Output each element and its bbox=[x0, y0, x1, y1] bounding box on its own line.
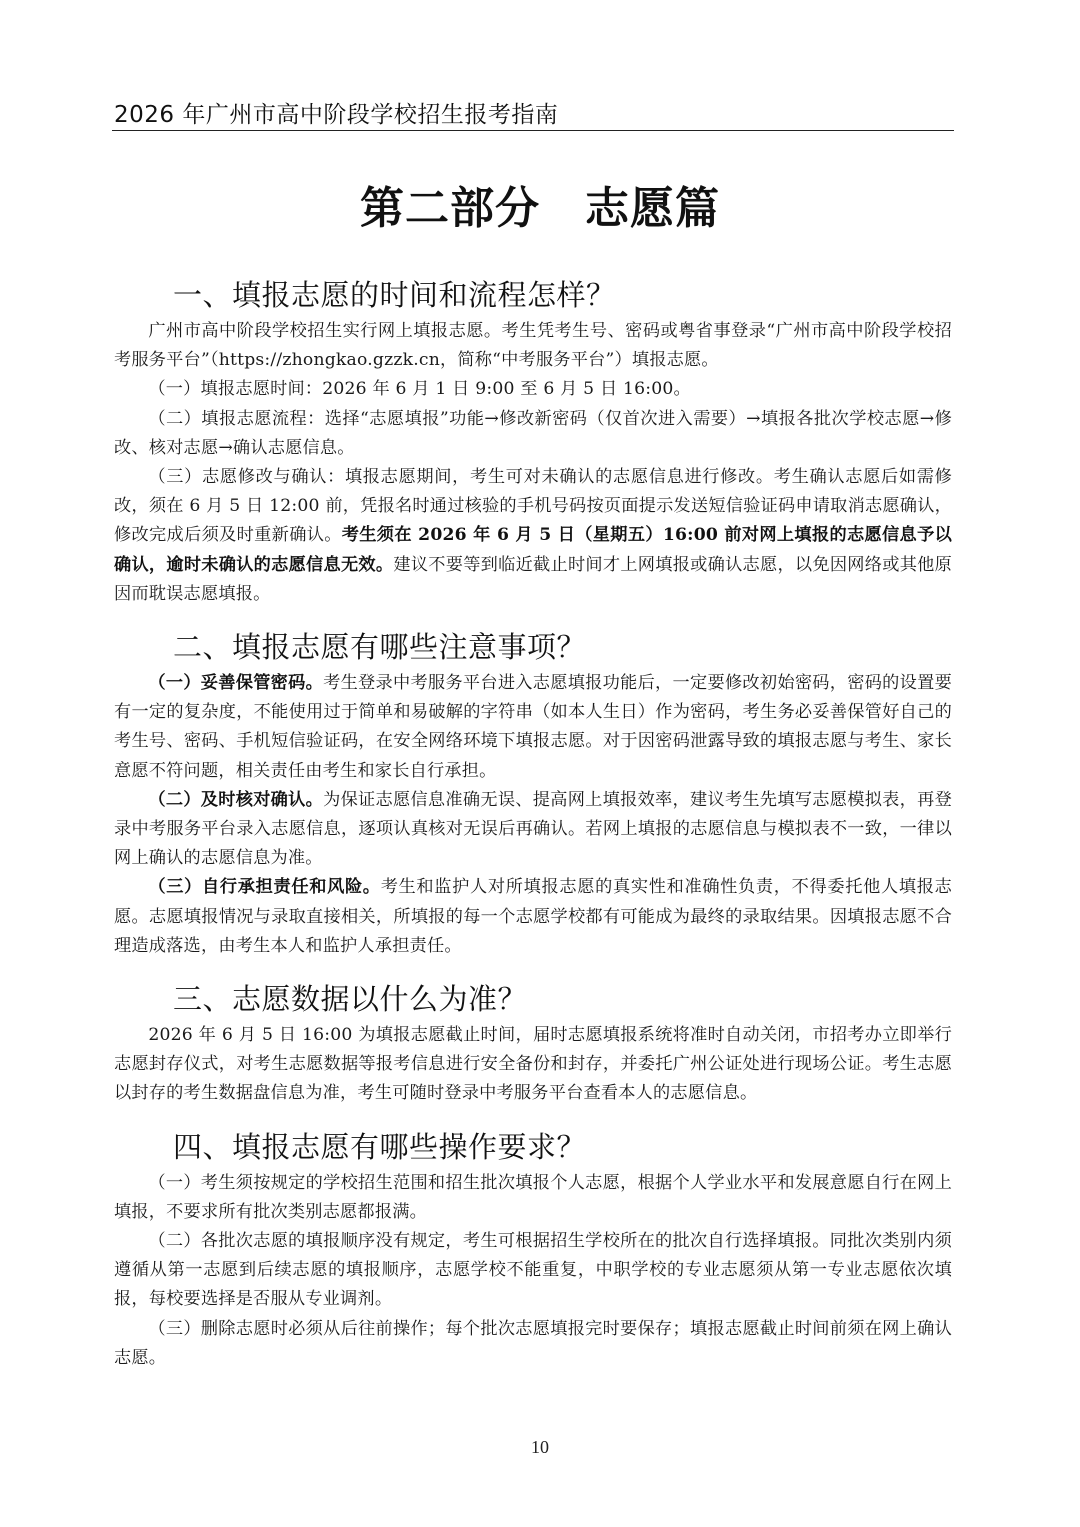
paragraph bbox=[114, 1021, 952, 1109]
section-2 bbox=[114, 625, 952, 961]
paragraph-text: 建议不要等到临近截止时间才上网填报或确认志愿，以免因网络或其他原因而耽误志愿填报。 bbox=[114, 554, 952, 604]
paragraph bbox=[114, 1169, 952, 1227]
paragraph-text: （二）各批次志愿的填报顺序没有规定，考生可根据招生学校所在的批次自行选择填报。同批次类别内须遵循从第一志愿到后续志愿的填报顺序，志愿学校不能重复，中职学校的专业志愿须从第一专业志愿依次填报，每校要选择是否服从专业调剂。 bbox=[114, 1231, 952, 1310]
paragraph bbox=[114, 405, 952, 463]
paragraph-text: 考生登录中考服务平台进入志愿填报功能后，一定要修改初始密码，密码的设置要有一定的复杂度，不能使用过于简单和易破解的字符串（如本人生日）作为密码，考生务必妥善保管好自己的考生号、密码、手机短信验证码，在安全网络环境下填报志愿。对于因密码泄露导致的填报志愿与考生、家长意愿不符问题，相关责任由考生和家长自行承担。 bbox=[114, 673, 952, 781]
section-4 bbox=[114, 1125, 952, 1373]
bold-notice: 考生须在 2026 年 6 月 5 日（星期五）16:00 前对网上填报的志愿信息予以确认，逾时未确认的志愿信息无效。 bbox=[114, 525, 952, 575]
section-heading: 三、志愿数据以什么为准？ bbox=[173, 982, 528, 1017]
paragraph bbox=[114, 873, 952, 961]
paragraph bbox=[114, 669, 952, 786]
bold-lead: （三）自行承担责任和风险。 bbox=[148, 877, 381, 898]
paragraph-text: （三）志愿修改与确认：填报志愿期间，考生可对未确认的志愿信息进行修改。考生确认志愿后如需修改，须在 6 月 5 日 12:00 前，凭报名时通过核验的手机号码按页面提示发送短信验证码申请取消志愿确认，修改完成后须及时重新确认。 bbox=[114, 467, 952, 546]
paragraph bbox=[114, 317, 952, 375]
paragraph-text: （一）填报志愿时间：2026 年 6 月 1 日 9:00 至 6 月 5 日 16:00。 bbox=[148, 379, 691, 400]
paragraph-text: （二）填报志愿流程：选择“志愿填报”功能→修改新密码（仅首次进入需要）→填报各批次学校志愿→修改、核对志愿→确认志愿信息。 bbox=[114, 408, 952, 458]
paragraph bbox=[114, 463, 952, 609]
paragraph-text: 为保证志愿信息准确无误、提高网上填报效率，建议考生先填写志愿模拟表，再登录中考服务平台录入志愿信息，逐项认真核对无误后再确认。若网上填报的志愿信息与模拟表不一致，一律以网上确认的志愿信息为准。 bbox=[114, 789, 952, 869]
bold-lead: （一）妥善保管密码。 bbox=[148, 673, 324, 694]
section-heading: 四、填报志愿有哪些操作要求？ bbox=[173, 1129, 587, 1164]
paragraph bbox=[114, 1227, 952, 1315]
content-body bbox=[114, 273, 952, 1389]
page-number: 10 bbox=[531, 1437, 549, 1457]
header-rule bbox=[112, 130, 954, 131]
paragraph-text: （一）考生须按规定的学校招生范围和招生批次填报个人志愿，根据个人学业水平和发展意愿自行在网上填报，不要求所有批次类别志愿都报满。 bbox=[114, 1172, 952, 1222]
part-title: 第二部分 志愿篇 bbox=[360, 183, 720, 234]
paragraph-text: 2026 年 6 月 5 日 16:00 为填报志愿截止时间，届时志愿填报系统将准时自动关闭，市招考办立即举行志愿封存仪式，对考生志愿数据等报考信息进行安全备份和封存，并委托广州公证处进行现场公证。考生志愿以封存的考生数据盘信息为准，考生可随时登录中考服务平台查看本人的志愿信息。 bbox=[114, 1025, 952, 1104]
section-3 bbox=[114, 977, 952, 1109]
running-header: 2026 年广州市高中阶段学校招生报考指南 bbox=[114, 102, 559, 128]
paragraph bbox=[114, 375, 952, 404]
paragraph-text: （三）删除志愿时必须从后往前操作；每个批次志愿填报完时要保存；填报志愿截止时间前须在网上确认志愿。 bbox=[114, 1318, 952, 1368]
paragraph-text: 广州市高中阶段学校招生实行网上填报志愿。考生凭考生号、密码或粤省事登录“广州市高中阶段学校招考服务平台”（https://zhongkao.gzzk.cn，简称“中考服务平台”）填报志愿。 bbox=[114, 321, 952, 371]
paragraph bbox=[114, 786, 952, 874]
section-1 bbox=[114, 273, 952, 609]
section-heading: 一、填报志愿的时间和流程怎样？ bbox=[173, 278, 616, 312]
paragraph-text: 考生和监护人对所填报志愿的真实性和准确性负责，不得委托他人填报志愿。志愿填报情况与录取直接相关，所填报的每一个志愿学校都有可能成为最终的录取结果。因填报志愿不合理造成落选，由考生本人和监护人承担责任。 bbox=[114, 877, 952, 956]
bold-lead: （二）及时核对确认。 bbox=[148, 789, 324, 810]
paragraph bbox=[114, 1315, 952, 1373]
section-heading: 二、填报志愿有哪些注意事项？ bbox=[173, 630, 587, 665]
